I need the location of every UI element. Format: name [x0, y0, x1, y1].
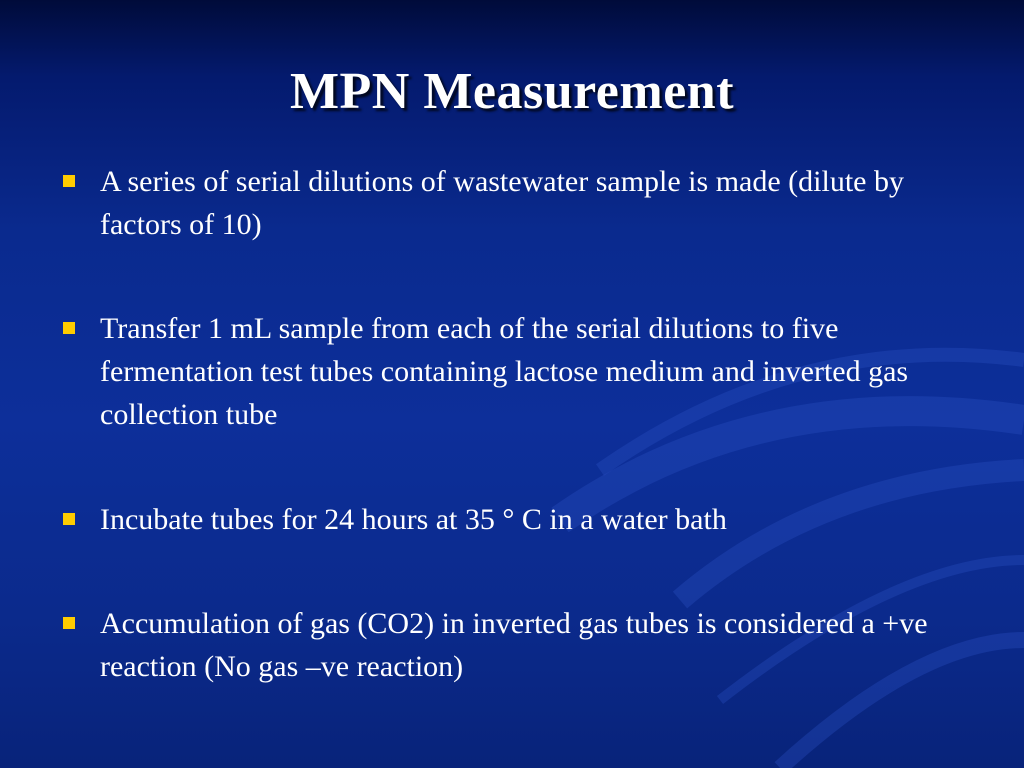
- square-bullet-icon: [63, 322, 75, 334]
- bullet-item: [60, 160, 960, 246]
- bullet-text: Transfer 1 mL sample from each of the serial dilutions to five fermentation test tubes containing lactose medium and inverted gas collection tube: [100, 312, 909, 431]
- bullet-item: [60, 307, 980, 436]
- bullet-text: Incubate tubes for 24 hours at 35 ° C in a water bath: [100, 503, 727, 536]
- bullet-text: Accumulation of gas (CO2) in inverted gas tubes is considered a +ve reaction (No gas –ve reaction): [100, 607, 928, 683]
- square-bullet-icon: [63, 617, 75, 629]
- bullet-text: A series of serial dilutions of wastewater sample is made (dilute by factors of 10): [100, 165, 904, 241]
- square-bullet-icon: [63, 175, 75, 187]
- bullet-item: [60, 498, 980, 541]
- bullet-item: [60, 602, 980, 688]
- slide-title: MPN Measurement: [289, 63, 735, 120]
- square-bullet-icon: [63, 513, 75, 525]
